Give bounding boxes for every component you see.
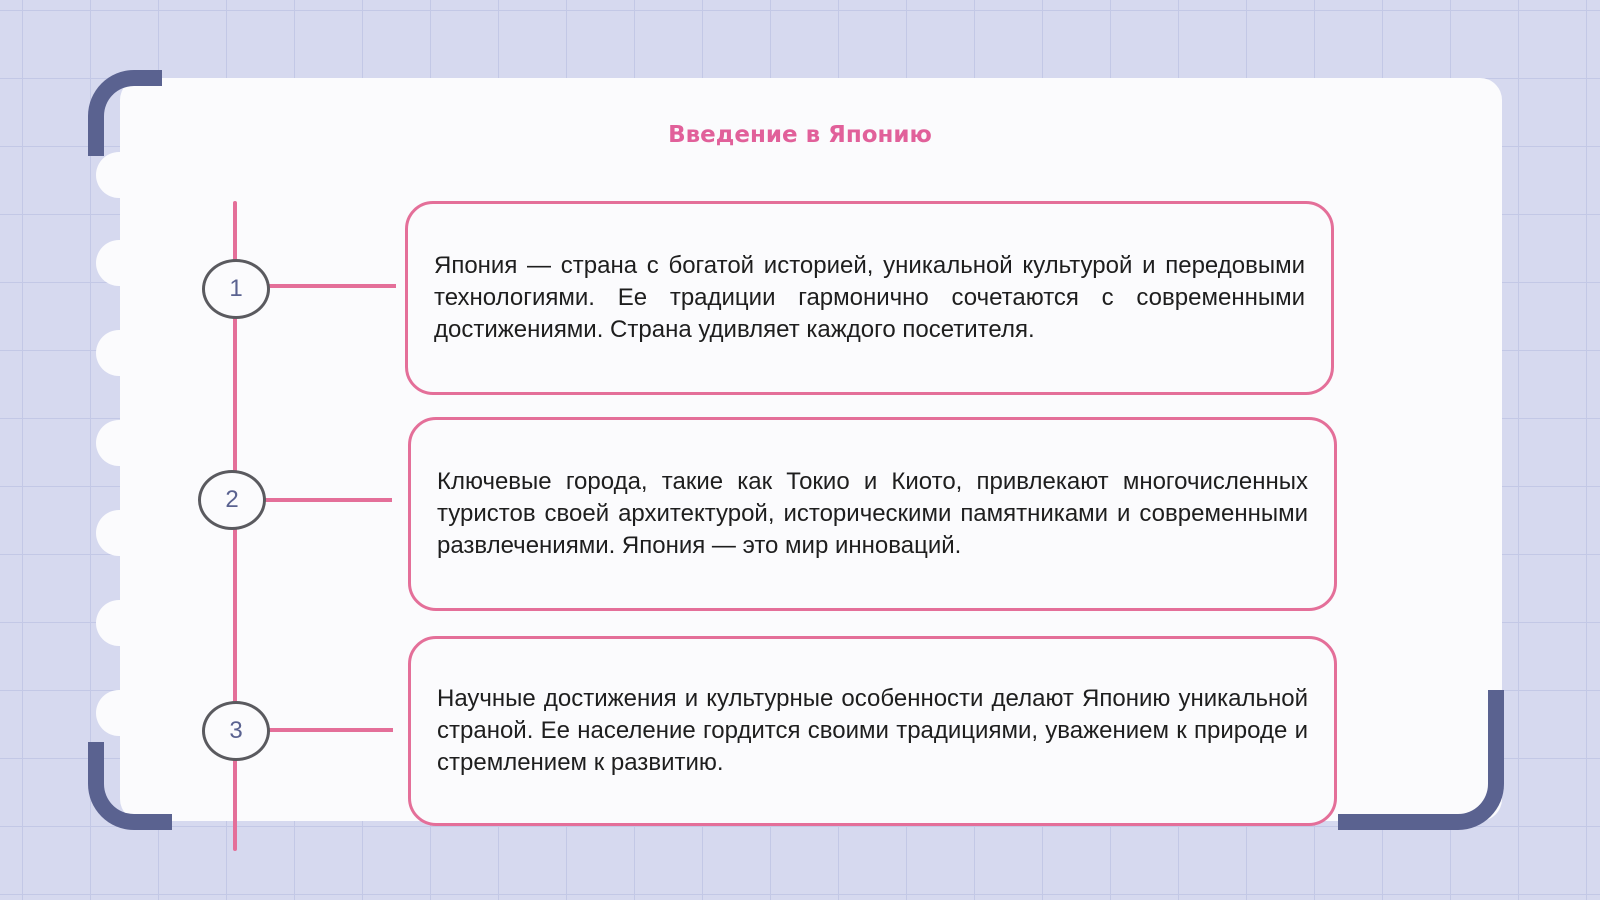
step-card [408,417,1337,611]
step-number-badge: 2 [198,470,266,530]
step-number-badge: 3 [202,701,270,761]
step-card-text: Научные достижения и культурные особенности делают Японию уникальной страной. Ее население гордится своими традициями, уважением к природе и стремлением к развитию. [437,685,1308,776]
step-card [405,201,1334,395]
sheet-scallop [96,152,152,198]
step-connector [266,284,396,288]
corner-bracket-top-left [88,70,162,156]
step-card-text: Ключевые города, такие как Токио и Киото, привлекают многочисленных туристов своей архитектурой, историческими памятниками и современными развлечениями. Япония — это мир инноваций. [437,468,1308,559]
sheet-scallop [96,510,152,556]
sheet-scallop [96,690,152,736]
step-connector [265,728,393,732]
step-card-text: Япония — страна с богатой историей, уникальной культурой и передовыми технологиями. Ее традиции гармонично сочетаются с современными достижениями. Страна удивляет каждого посетителя. [434,252,1305,343]
step-card [408,636,1337,826]
sheet-scallop [96,240,152,286]
sheet-scallop [96,420,152,466]
corner-bracket-bottom-left [88,742,172,830]
step-number-badge: 1 [202,259,270,319]
corner-bracket-bottom-right [1338,690,1504,830]
sheet-scallop [96,600,152,646]
step-connector [262,498,392,502]
slide-title: Введение в Японию [668,122,932,148]
sheet-scallop [96,330,152,376]
